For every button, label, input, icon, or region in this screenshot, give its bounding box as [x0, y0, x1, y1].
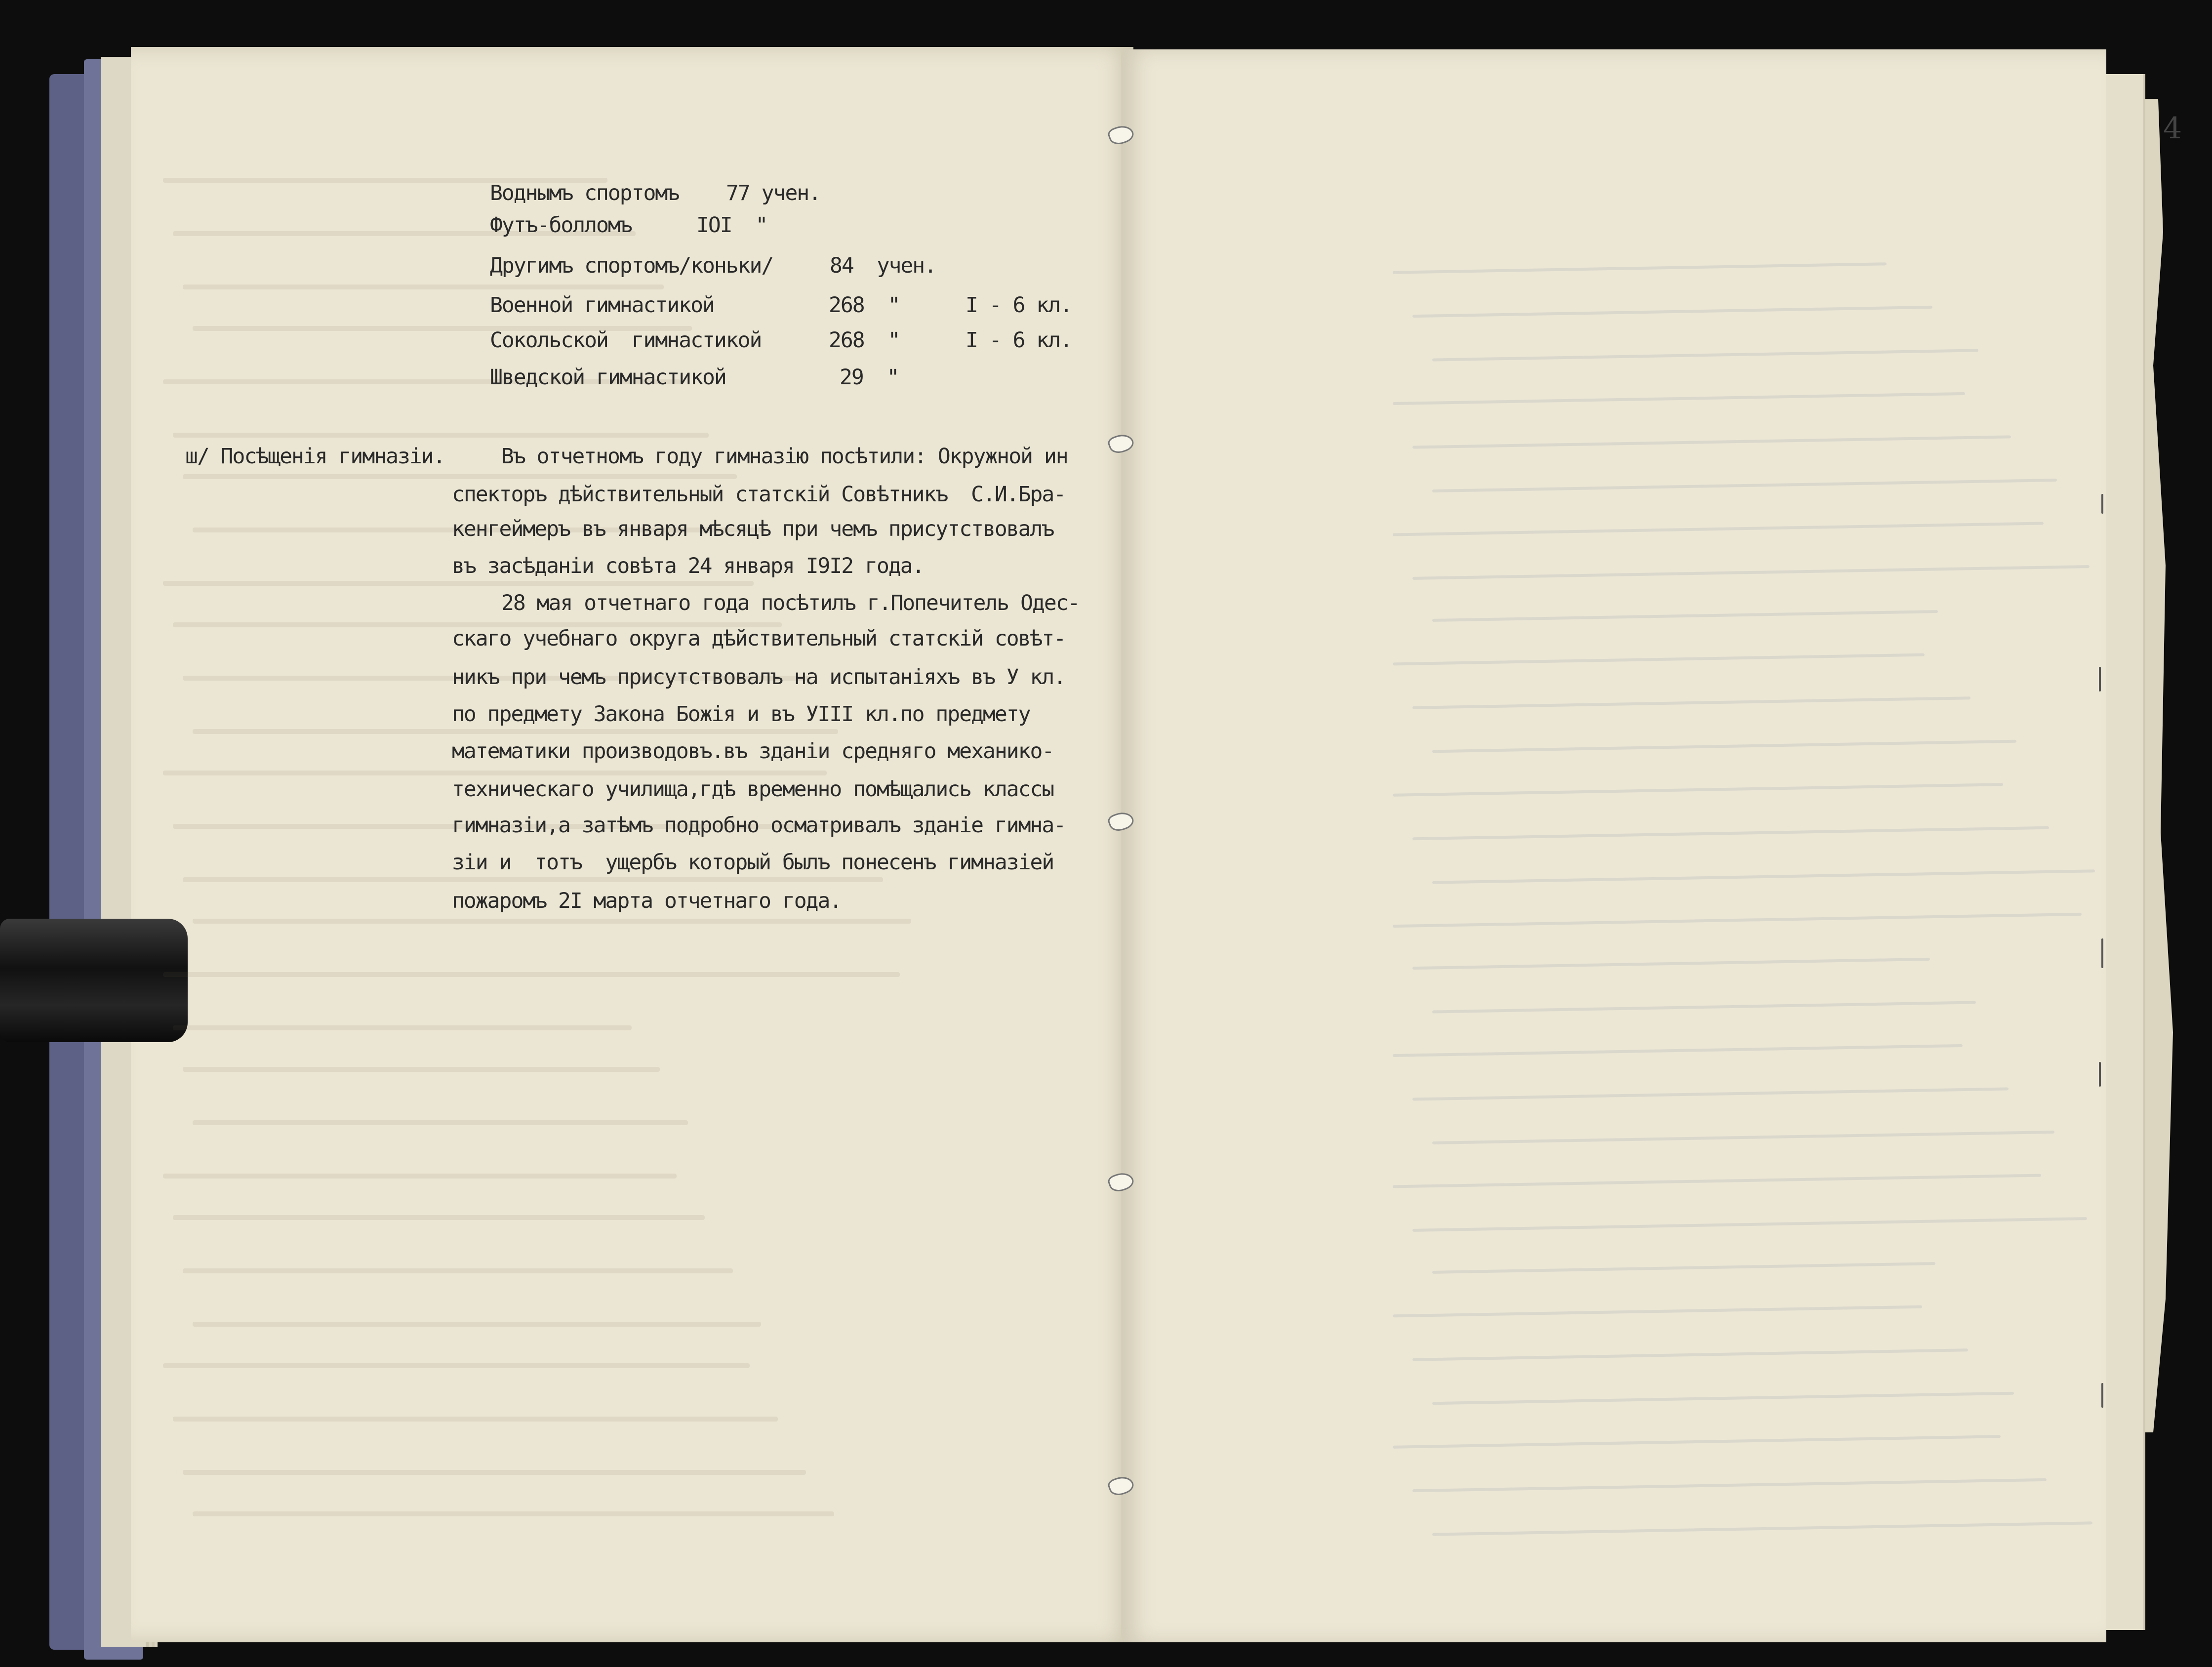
section-line: въ засѣданiи совѣта 24 января I9I2 года. [452, 554, 924, 578]
section-line: 28 мая отчетнаго года посѣтилъ г.Попечитель Одес- [501, 591, 1080, 615]
ghost-line [173, 1215, 705, 1220]
ghost-line [183, 1067, 660, 1072]
sport-classes: I - 6 кл. [965, 328, 1072, 353]
section-line: математики производовъ.въ зданiи средняго механико- [452, 739, 1054, 764]
sport-count: IOI " [696, 213, 767, 238]
section-line: по предмету Закона Божiя и въ УIII кл.по предмету [452, 702, 1030, 727]
ghost-line [183, 474, 737, 479]
ghost-line [193, 1120, 688, 1125]
section-heading: ш/ Посѣщенiя гимназiи. [185, 444, 445, 469]
section-line: никъ при чемъ присутствовалъ на испытанiяхъ въ У кл. [452, 665, 1066, 690]
margin-mark [2099, 1062, 2101, 1087]
section-line: Въ отчетномъ году гимназiю посѣтили: Окружной ин [501, 444, 1068, 469]
sport-classes: I - 6 кл. [965, 293, 1072, 318]
sport-name: Сокольской гимнастикой [490, 328, 762, 353]
margin-mark [2099, 667, 2101, 691]
margin-mark [2101, 938, 2103, 968]
ghost-line [173, 433, 709, 438]
margin-mark [2101, 494, 2103, 514]
right-page [1121, 49, 2106, 1642]
binder-clip [0, 919, 188, 1042]
section-line: спекторъ дѣйствительный статскiй Совѣтникъ С.И.Бра- [452, 482, 1066, 507]
margin-mark [2101, 1383, 2103, 1408]
sport-count: 84 учен. [830, 253, 936, 278]
ghost-line [163, 972, 900, 977]
ghost-line [163, 1174, 677, 1179]
section-line: кенгеймеръ въ января мѣсяцѣ при чемъ присутствовалъ [452, 517, 1054, 541]
sport-count: 268 " [829, 293, 900, 318]
ghost-line [193, 1322, 761, 1327]
section-line: техническаго училища,гдѣ временно помѣщались классы [452, 777, 1054, 802]
section-line: гимназiи,а затѣмъ подробно осматривалъ зданiе гимна- [452, 813, 1066, 838]
sport-count: 268 " [829, 328, 900, 353]
section-line: зiи и тотъ ущербъ который былъ понесенъ гимназiей [452, 850, 1054, 875]
ghost-line [183, 1470, 806, 1475]
section-line: пожаромъ 2I марта отчетнаго года. [452, 889, 842, 913]
ghost-line [163, 1363, 750, 1368]
sport-name: Шведской гимнастикой [490, 365, 726, 390]
sport-name: Другимъ спортомъ/коньки/ [490, 253, 773, 278]
ghost-line [163, 771, 827, 775]
ghost-line [183, 1268, 733, 1273]
sport-name: Воднымъ спортомъ [490, 181, 679, 205]
ghost-line [183, 877, 883, 882]
sport-count: 77 учен. [726, 181, 821, 205]
ghost-line [193, 919, 911, 924]
ghost-line [163, 581, 754, 586]
sport-name: Футъ-болломъ [490, 213, 632, 238]
ghost-line [183, 285, 664, 289]
ghost-line [193, 1511, 834, 1516]
ghost-line [173, 1025, 632, 1030]
ghost-line [193, 729, 838, 734]
sport-count: 29 " [840, 365, 899, 390]
ghost-line [173, 1417, 778, 1422]
corner-page-mark: 4 [2163, 111, 2182, 146]
section-line: скаго учебнаго округа дѣйствительный статскiй совѣт- [452, 626, 1066, 651]
sport-name: Военной гимнастикой [490, 293, 714, 318]
